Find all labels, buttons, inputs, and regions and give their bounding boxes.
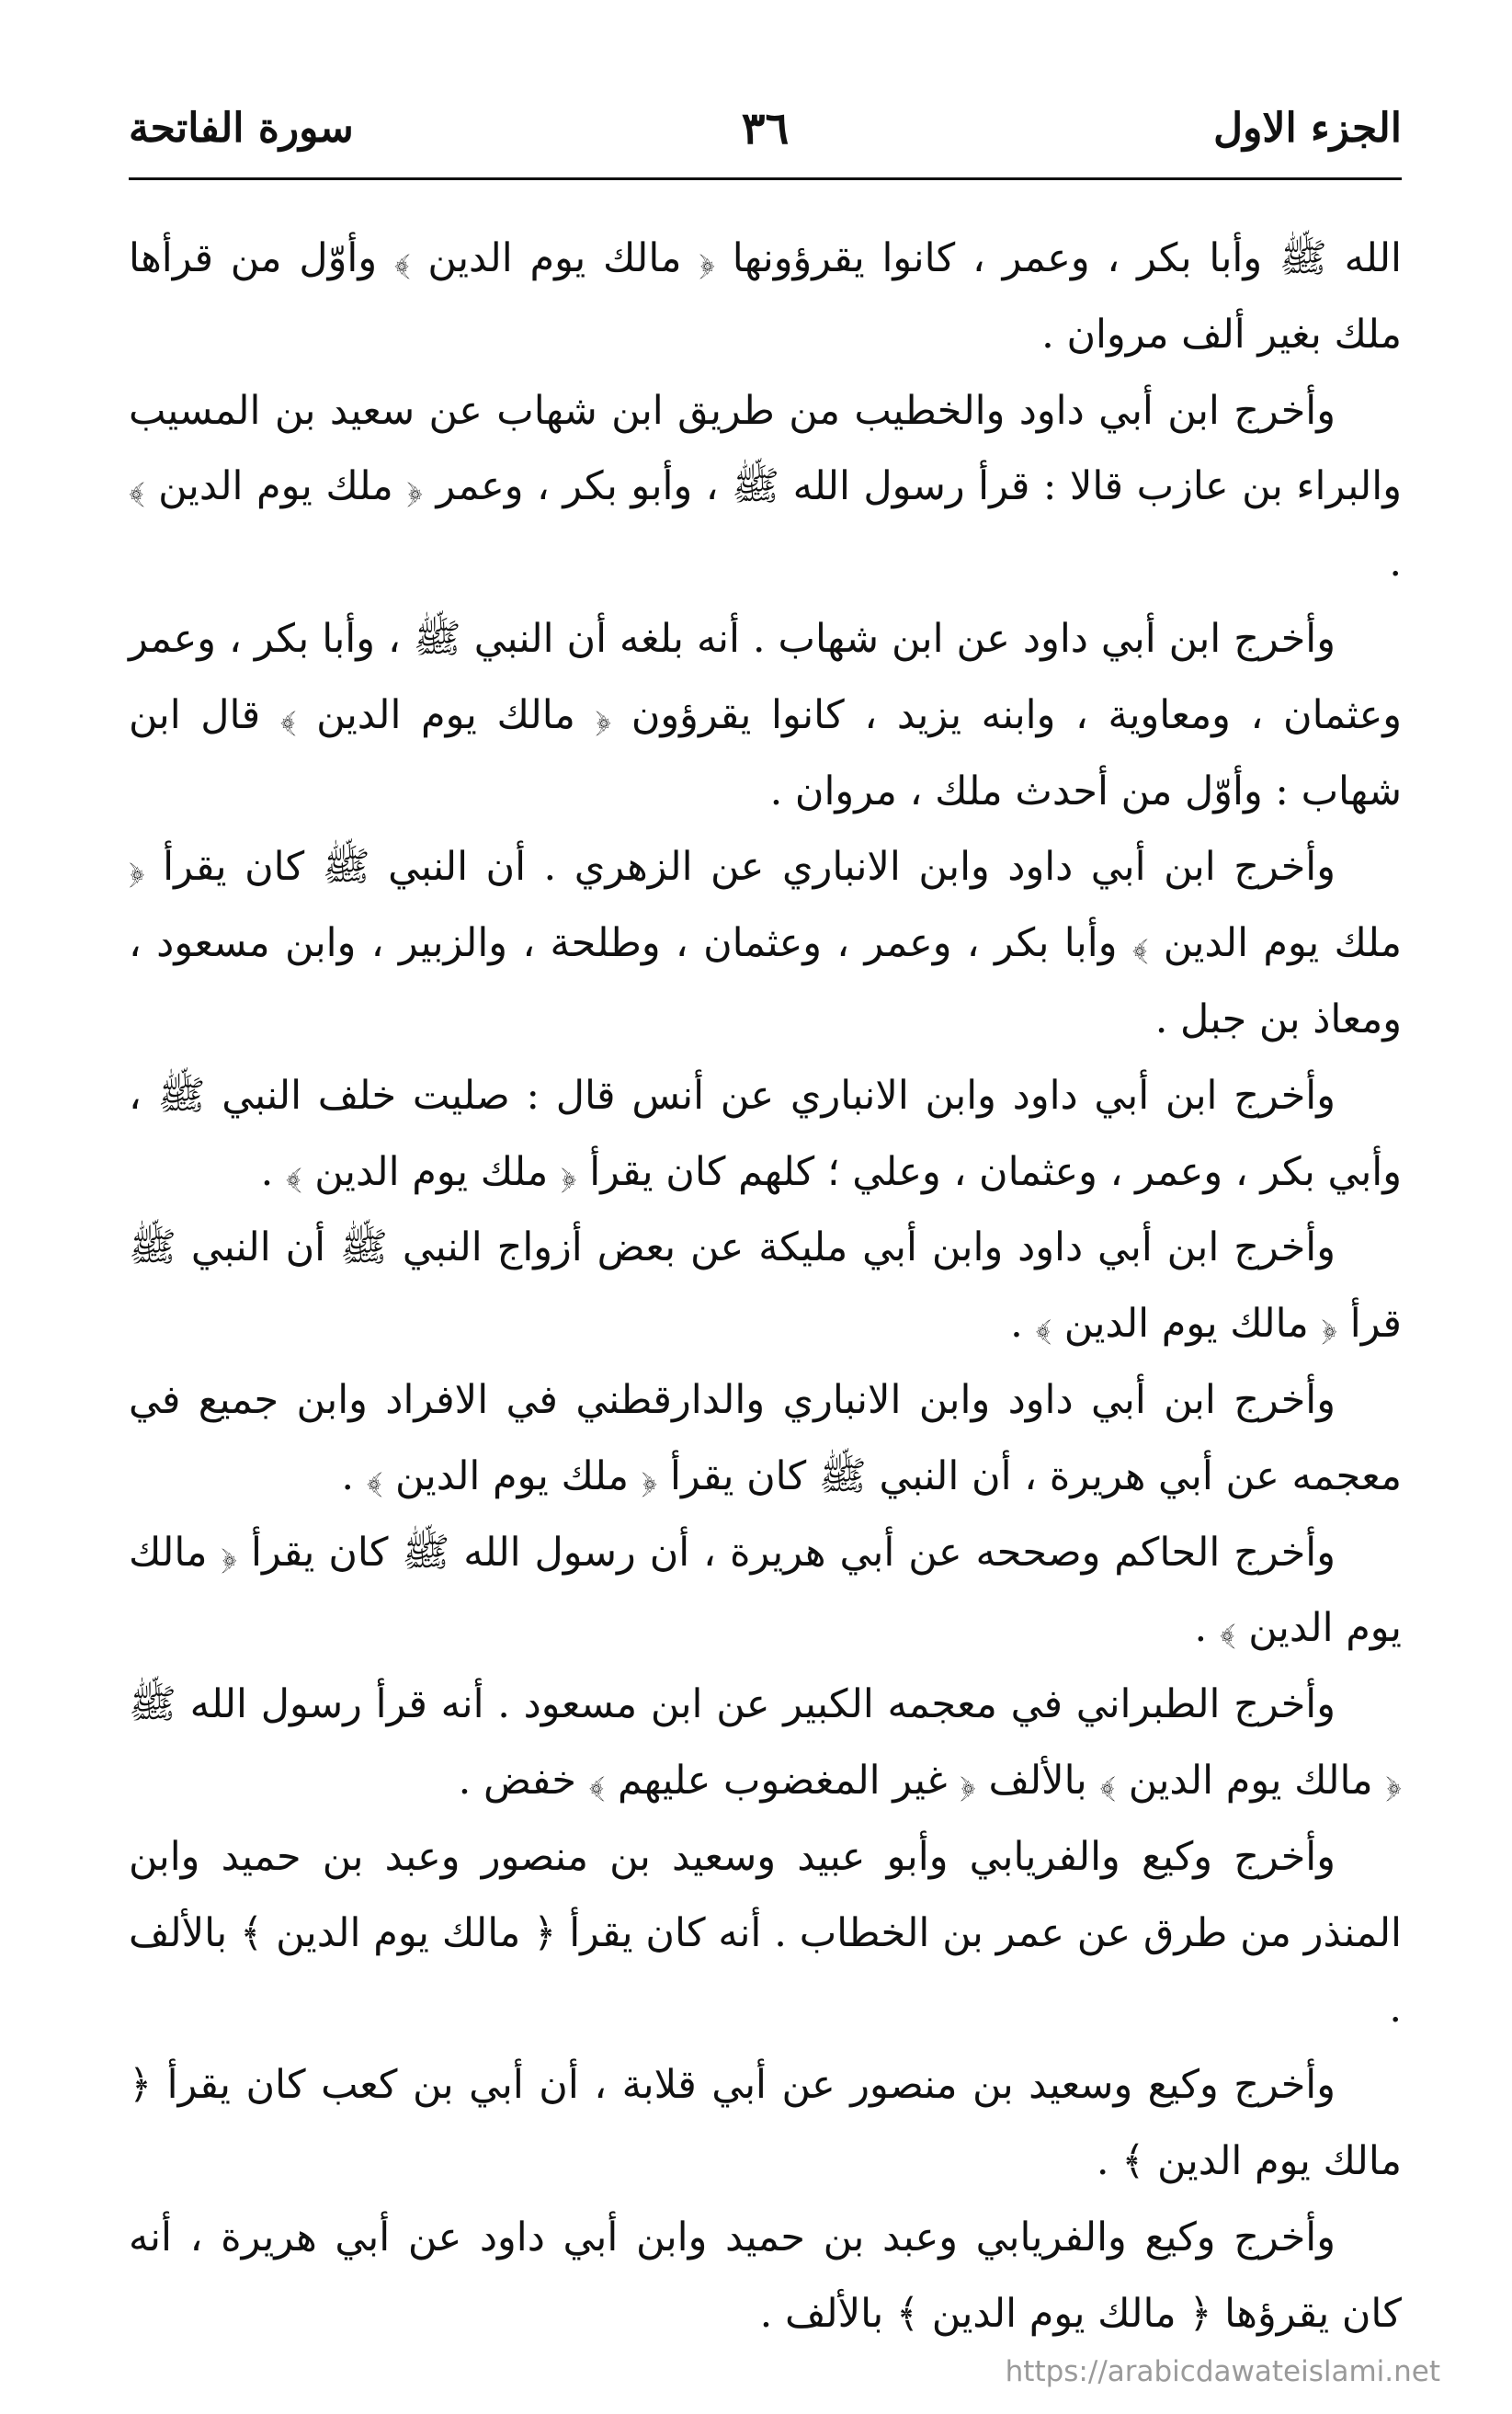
paragraph: وأخرج ابن أبي داود عن ابن شهاب . أنه بلغه أن النبي ﷺ ، وأبا بكر ، وعمر وعثمان ، ومعاوية ، وابنه يزيد ، كانوا يقرؤون ﴿ مالك يوم الدين ﴾ قال ابن شهاب : وأوّل من أحدث ملك ، مروان . xyxy=(129,615,1402,814)
paragraph: الله ﷺ وأبا بكر ، وعمر ، كانوا يقرؤونها ﴿ مالك يوم الدين ﴾ وأوّل من قرأها ملك بغير ألف مروان . xyxy=(129,235,1402,358)
paragraph: وأخرج الطبراني في معجمه الكبير عن ابن مسعود . أنه قرأ رسول الله ﷺ ﴿ مالك يوم الدين ﴾ بالألف ﴿ غير المغضوب عليهم ﴾ خفض . xyxy=(129,1681,1402,1804)
paragraph: وأخرج ابن أبي داود وابن الانباري عن الزهري . أن النبي ﷺ كان يقرأ ﴿ ملك يوم الدين ﴾ وأبا بكر ، وعمر ، وعثمان ، وطلحة ، والزبير ، وابن مسعود ، ومعاذ بن جبل . xyxy=(129,844,1402,1042)
paragraph: وأخرج وكيع وسعيد بن منصور عن أبي قلابة ، أن أبي بن كعب كان يقرأ ﴿ مالك يوم الدين ﴾ . xyxy=(129,2062,1402,2184)
paragraph: وأخرج ابن أبي داود وابن أبي مليكة عن بعض أزواج النبي ﷺ أن النبي ﷺ قرأ ﴿ مالك يوم الدين ﴾ . xyxy=(129,1224,1402,1348)
body-text xyxy=(129,221,1402,2337)
paragraph: وأخرج وكيع والفريابي وأبو عبيد وسعيد بن منصور وعبد بن حميد وابن المنذر من طرق عن عمر بن الخطاب . أنه كان يقرأ ﴿ مالك يوم الدين ﴾ بالألف . xyxy=(129,1833,1402,2033)
paragraph: وأخرج ابن أبي داود وابن الانباري والدارقطني في الافراد وابن جميع في معجمه عن أبي هريرة ، أن النبي ﷺ كان يقرأ ﴿ ملك يوم الدين ﴾ . xyxy=(129,1376,1402,1499)
paragraph: وأخرج الحاكم وصححه عن أبي هريرة ، أن رسول الله ﷺ كان يقرأ ﴿ مالك يوم الدين ﴾ . xyxy=(129,1529,1402,1652)
page-header xyxy=(129,97,1402,161)
surah-label: سورة الفاتحة xyxy=(129,105,354,152)
paragraph: وأخرج وكيع والفريابي وعبد بن حميد وابن أبي داود عن أبي هريرة ، أنه كان يقرؤها ﴿ مالك يوم الدين ﴾ بالألف . xyxy=(129,2214,1402,2337)
paragraph: وأخرج ابن أبي داود والخطيب من طريق ابن شهاب عن سعيد بن المسيب والبراء بن عازب قالا : قرأ رسول الله ﷺ ، وأبو بكر ، وعمر ﴿ ملك يوم الدين ﴾ . xyxy=(129,387,1402,586)
paragraph: وأخرج ابن أبي داود وابن الانباري عن أنس قال : صليت خلف النبي ﷺ ، وأبي بكر ، وعمر ، وعثمان ، وعلي ؛ كلهم كان يقرأ ﴿ ملك يوم الدين ﴾ . xyxy=(129,1072,1402,1195)
part-label: الجزء الاول xyxy=(1213,105,1402,152)
source-watermark: https://arabicdawateislami.net xyxy=(1005,2355,1440,2388)
page-number: ٣٦ xyxy=(741,103,790,154)
header-divider xyxy=(129,177,1402,180)
